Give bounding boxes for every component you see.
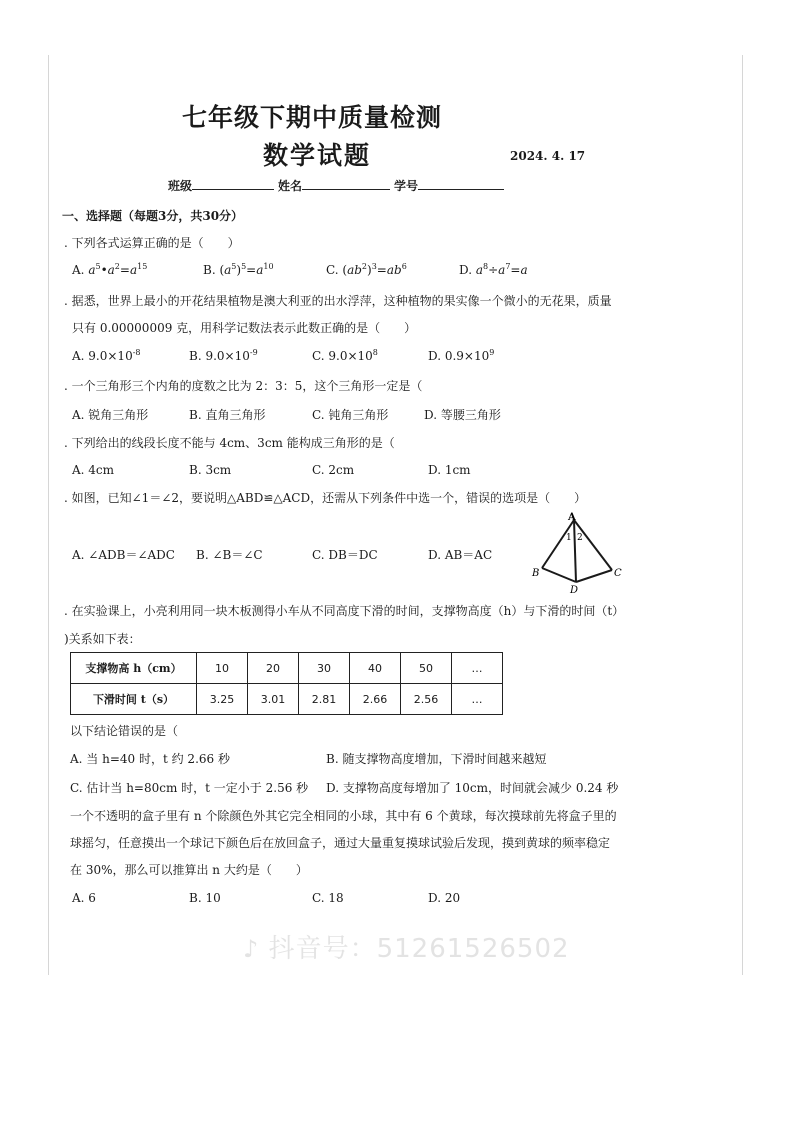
exam-date: 2024. 4. 17 bbox=[510, 149, 586, 163]
id-label: 学号 bbox=[394, 179, 419, 193]
q6-option-a: A. 当 h=40 时，t 约 2.66 秒 bbox=[70, 752, 230, 766]
q4-option-a: A. 4cm bbox=[72, 463, 115, 477]
id-blank[interactable] bbox=[418, 177, 504, 190]
question-7-stem-line3: 在 30%，那么可以推算出 n 大约是（ ） bbox=[70, 863, 308, 877]
q3-option-c: C. 钝角三角形 bbox=[312, 408, 389, 422]
table-row bbox=[71, 684, 503, 715]
q3-option-d: D. 等腰三角形 bbox=[424, 408, 501, 422]
page-right-edge bbox=[742, 55, 743, 975]
figure-label-a: A bbox=[568, 512, 576, 523]
section-title: 一、选择题（每题3分，共30分） bbox=[62, 209, 244, 223]
height-time-table bbox=[70, 652, 503, 715]
question-7-stem-line2: 球摇匀，任意摸出一个球记下颜色后在放回盒子，通过大量重复摸球试验后发现，摸到黄球的频率稳定 bbox=[70, 836, 611, 850]
question-2-stem-line2: 只有 0.00000009 克，用科学记数法表示此数正确的是（ ） bbox=[72, 321, 417, 335]
question-5-stem: . 如图，已知∠1＝∠2，要说明△ABD≌△ACD，还需从下列条件中选一个，错误的选项是（ ） bbox=[64, 491, 587, 505]
table-cell: 2.56 bbox=[401, 684, 452, 715]
student-info-line bbox=[168, 177, 508, 194]
table-cell: 2.81 bbox=[299, 684, 350, 715]
table-cell: 30 bbox=[299, 653, 350, 684]
table-cell: 20 bbox=[248, 653, 299, 684]
table-row bbox=[71, 653, 503, 684]
q7-option-b: B. 10 bbox=[189, 891, 221, 905]
question-6-stem-line2: )关系如下表： bbox=[64, 632, 141, 646]
page-left-edge bbox=[48, 55, 49, 975]
name-blank[interactable] bbox=[302, 177, 390, 190]
question-6-stem-line1: . 在实验课上，小亮利用同一块木板测得小车从不同高度下滑的时间，支撑物高度（h）与下滑的时间（t） bbox=[64, 604, 625, 618]
q7-option-a: A. 6 bbox=[72, 891, 96, 905]
q2-option-a: A. $9.0\times 10^{-8}$ bbox=[72, 348, 141, 363]
figure-label-angle-1: 1 bbox=[566, 533, 572, 543]
table-cell: 3.01 bbox=[248, 684, 299, 715]
q2-option-b: B. $9.0\times 10^{-9}$ bbox=[189, 348, 258, 363]
table-cell: 2.66 bbox=[350, 684, 401, 715]
watermark-text: 抖音号：51261526502 bbox=[268, 934, 570, 964]
figure-label-b: B bbox=[532, 568, 540, 579]
q7-option-d: D. 20 bbox=[428, 891, 461, 905]
class-label: 班级 bbox=[168, 179, 193, 193]
q4-option-b: B. 3cm bbox=[189, 463, 232, 477]
q1-option-d: D. $a^8\div a^7=a$ bbox=[459, 262, 528, 277]
question-3-stem: . 一个三角形三个内角的度数之比为 2：3：5，这个三角形一定是（ bbox=[64, 379, 423, 393]
q7-option-c: C. 18 bbox=[312, 891, 344, 905]
figure-label-angle-2: 2 bbox=[577, 533, 583, 543]
triangle-figure bbox=[528, 512, 628, 594]
q1-option-a: A. $a^5•a^2=a^{15}$ bbox=[72, 262, 148, 277]
q5-option-a: A. ∠ADB＝∠ADC bbox=[72, 548, 175, 562]
table-cell: 40 bbox=[350, 653, 401, 684]
question-4-stem: . 下列给出的线段长度不能与 4cm、3cm 能构成三角形的是（ bbox=[64, 436, 395, 450]
q2-option-d: D. $0.9\times 10^9$ bbox=[428, 348, 495, 363]
q1-option-b: B. $(a^5)^5=a^{10}$ bbox=[203, 262, 274, 277]
question-1-stem: . 下列各式运算正确的是（ ） bbox=[64, 236, 240, 250]
q6-option-c: C. 估计当 h=80cm 时，t 一定小于 2.56 秒 bbox=[70, 781, 309, 795]
q2-option-c: C. $9.0\times 10^8$ bbox=[312, 348, 378, 363]
q1-option-c: C. $(ab^2)^3=ab^6$ bbox=[326, 262, 407, 277]
watermark bbox=[243, 928, 570, 965]
table-cell: 50 bbox=[401, 653, 452, 684]
table-cell: 10 bbox=[197, 653, 248, 684]
q3-option-a: A. 锐角三角形 bbox=[72, 408, 149, 422]
figure-label-d: D bbox=[570, 585, 579, 594]
q6-option-b: B. 随支撑物高度增加，下滑时间越来越短 bbox=[326, 752, 547, 766]
q6-option-d: D. 支撑物高度每增加了 10cm，时间就会减少 0.24 秒 bbox=[326, 781, 619, 795]
table-cell: … bbox=[452, 684, 503, 715]
exam-title: 七年级下期中质量检测 bbox=[182, 103, 443, 132]
exam-subtitle: 数学试题 bbox=[263, 141, 372, 170]
class-blank[interactable] bbox=[192, 177, 274, 190]
q4-option-d: D. 1cm bbox=[428, 463, 471, 477]
q4-option-c: C. 2cm bbox=[312, 463, 355, 477]
table-cell: 3.25 bbox=[197, 684, 248, 715]
figure-label-c: C bbox=[614, 568, 622, 579]
question-7-stem-line1: 一个不透明的盒子里有 n 个除颜色外其它完全相同的小球，其中有 6 个黄球，每次摸球前先将盒子里的 bbox=[70, 809, 617, 823]
name-label: 姓名 bbox=[278, 179, 303, 193]
q3-option-b: B. 直角三角形 bbox=[189, 408, 266, 422]
douyin-logo-icon: ♪ bbox=[243, 935, 260, 963]
question-2-stem-line1: . 据悉，世界上最小的开花结果植物是澳大利亚的出水浮萍，这种植物的果实像一个微小的无花果，质量 bbox=[64, 294, 612, 308]
table-cell: … bbox=[452, 653, 503, 684]
table-header-height: 支撑物高 h（cm） bbox=[71, 653, 197, 684]
q5-option-d: D. AB＝AC bbox=[428, 548, 493, 562]
table-header-time: 下滑时间 t（s） bbox=[71, 684, 197, 715]
q5-option-c: C. DB＝DC bbox=[312, 548, 378, 562]
q5-option-b: B. ∠B＝∠C bbox=[196, 548, 263, 562]
question-6-ask: 以下结论错误的是（ bbox=[70, 724, 179, 738]
